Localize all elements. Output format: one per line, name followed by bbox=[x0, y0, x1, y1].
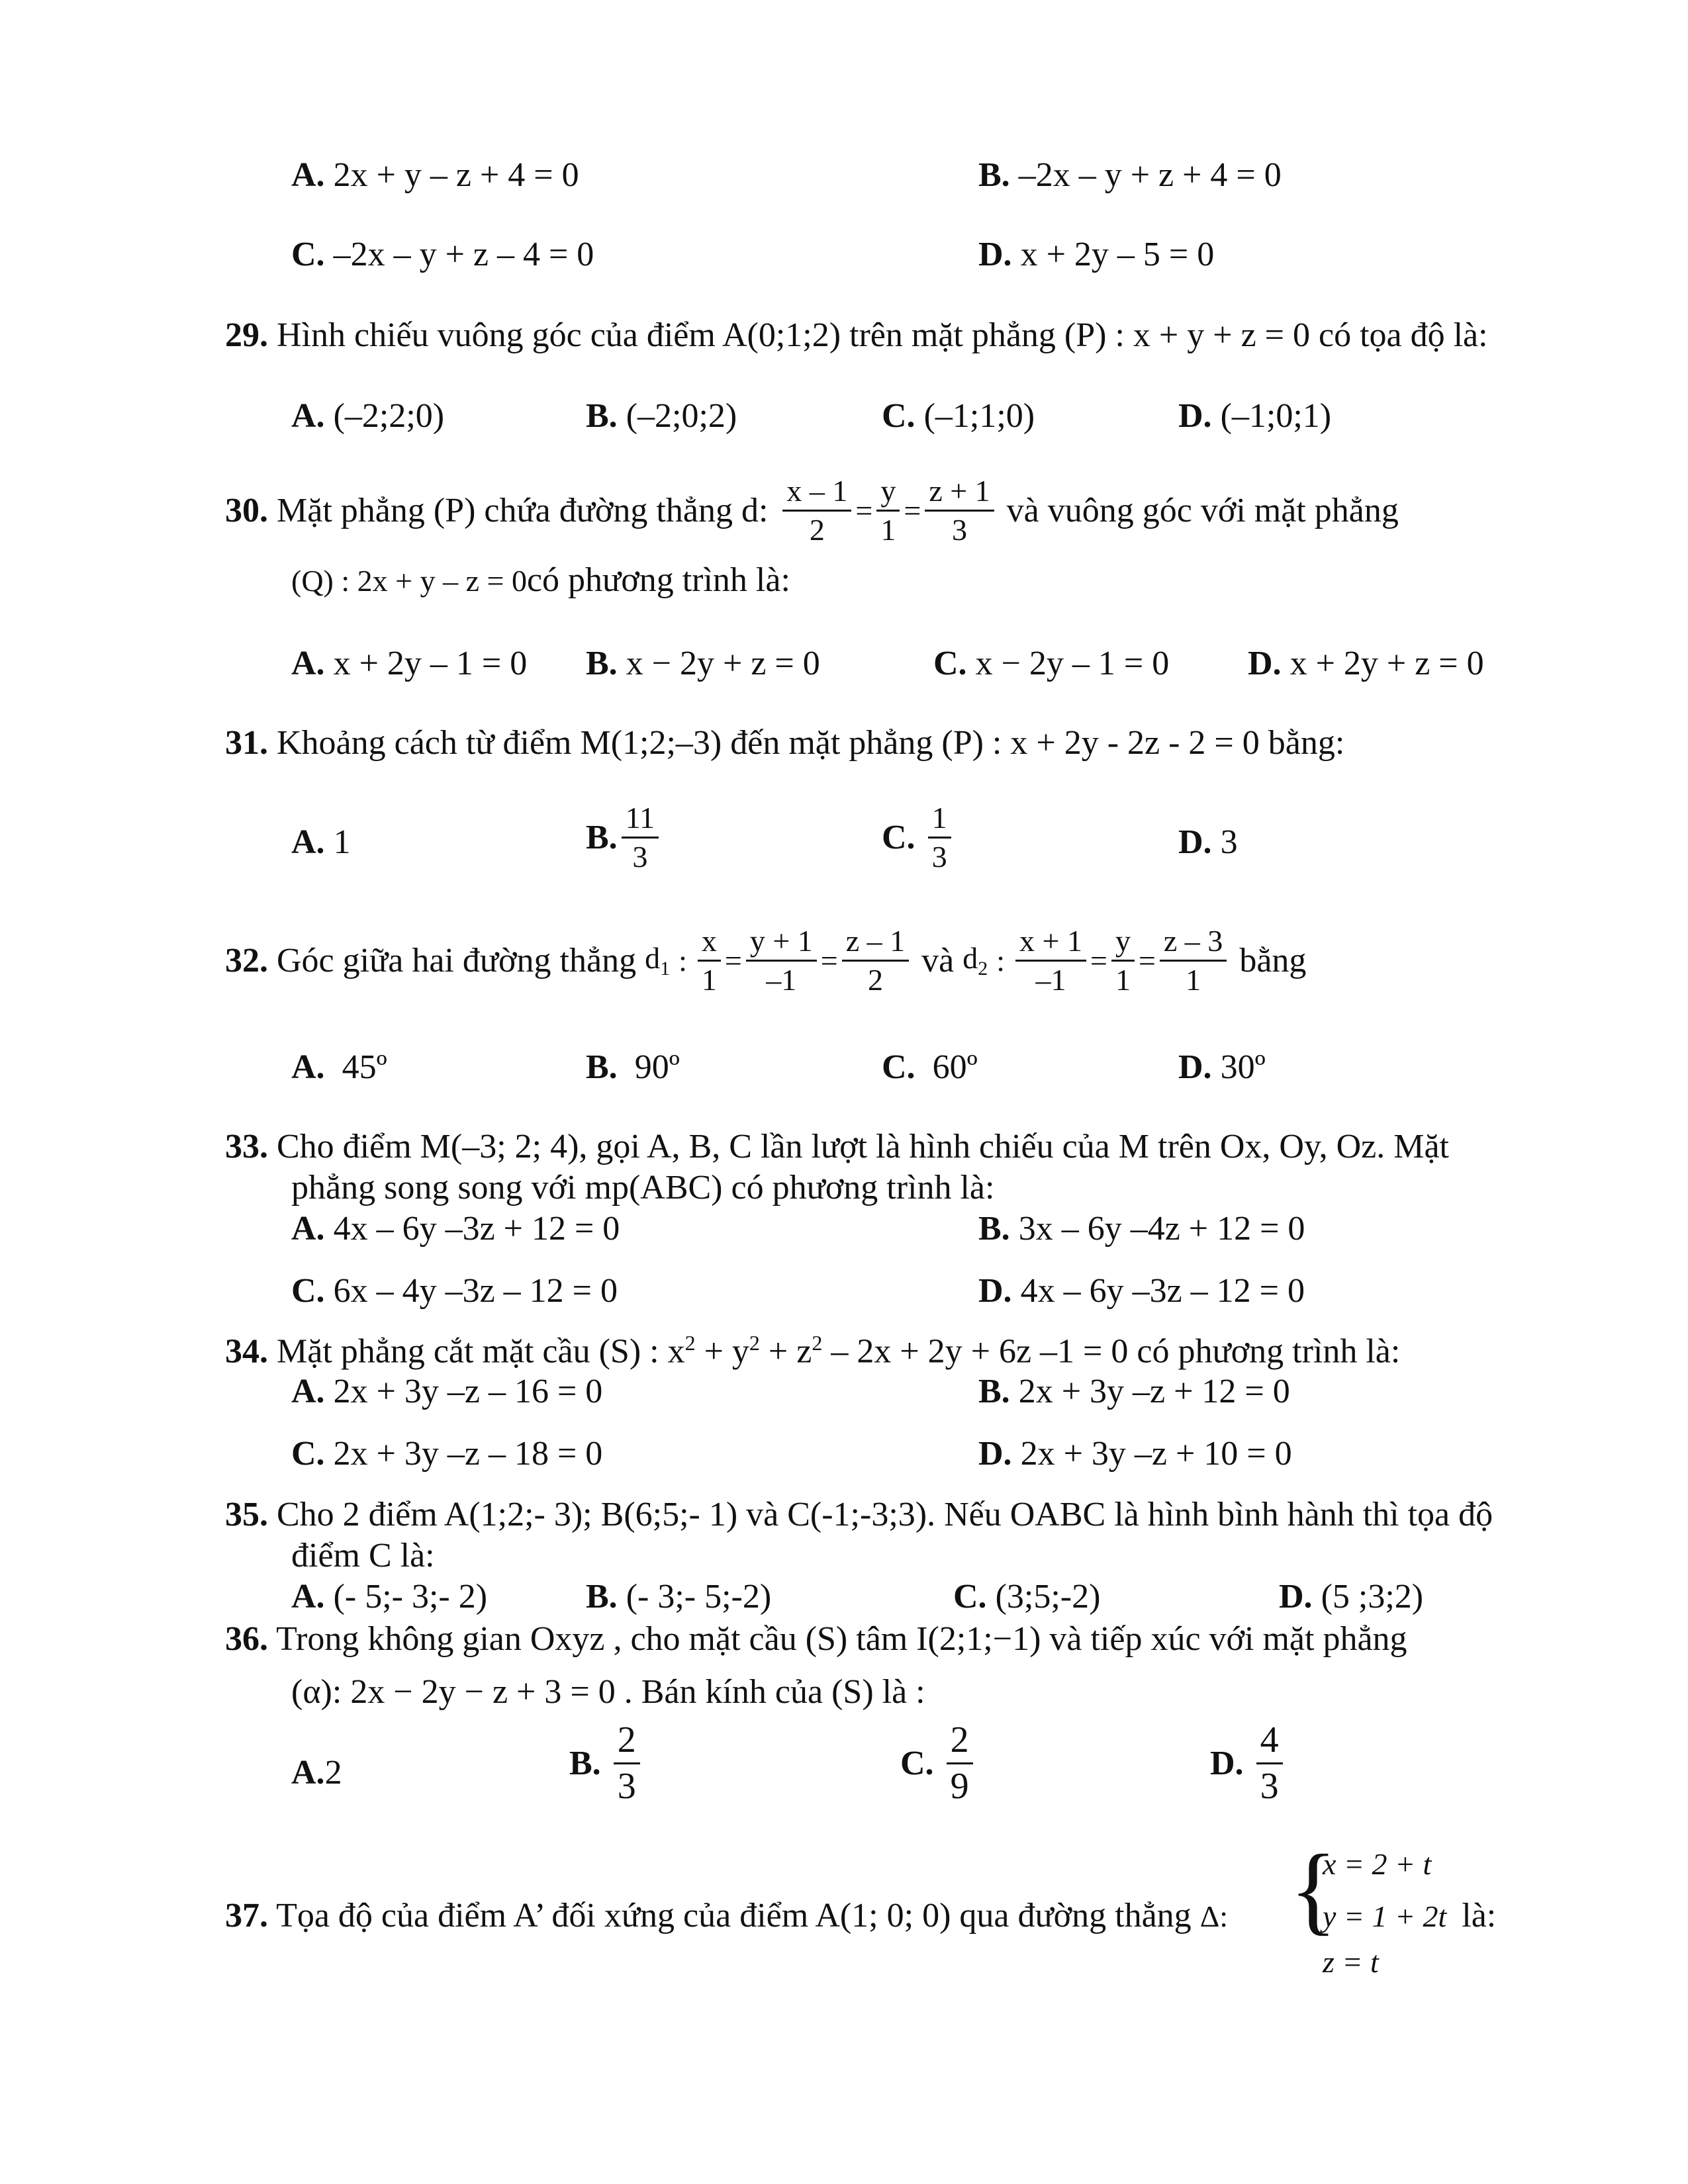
q35-option-d bbox=[1279, 1578, 1423, 1615]
option-text: x − 2y – 1 = 0 bbox=[975, 645, 1170, 682]
q32-option-c bbox=[882, 1048, 978, 1086]
line-name: Δ: bbox=[1199, 1899, 1229, 1933]
option-label: D. bbox=[978, 1272, 1012, 1310]
option-text: 60º bbox=[932, 1048, 978, 1086]
q37-stem bbox=[225, 1897, 1228, 1934]
q33-stem-line2 bbox=[291, 1169, 994, 1206]
numerator: y + 1 bbox=[746, 925, 817, 962]
question-number: 35. bbox=[225, 1496, 268, 1533]
option-text: 4x – 6y –3z + 12 = 0 bbox=[333, 1210, 620, 1248]
numerator: z + 1 bbox=[925, 475, 994, 512]
numerator: 1 bbox=[928, 802, 951, 839]
option-label: A. bbox=[291, 823, 325, 861]
option-label: D. bbox=[1279, 1578, 1313, 1615]
option-text: 2x + 3y –z – 18 = 0 bbox=[333, 1435, 603, 1473]
question-text: Cho 2 điểm A(1;2;- 3); B(6;5;- 1) và C(-1;-3;3). Nếu OABC là hình bình hành thì tọa độ bbox=[277, 1496, 1493, 1533]
fraction bbox=[746, 925, 817, 997]
option-label: A. bbox=[291, 1048, 325, 1086]
numerator: 2 bbox=[614, 1721, 640, 1764]
q35-option-b bbox=[586, 1578, 771, 1615]
q32-option-b bbox=[586, 1048, 680, 1086]
numerator: 4 bbox=[1256, 1721, 1283, 1764]
option-label: C. bbox=[291, 236, 325, 273]
denominator: 3 bbox=[1260, 1765, 1279, 1807]
numerator: z – 3 bbox=[1160, 925, 1227, 962]
q30-option-b bbox=[586, 645, 820, 682]
q35-stem bbox=[225, 1496, 1493, 1533]
option-label: B. bbox=[978, 1373, 1010, 1410]
fraction bbox=[614, 1721, 640, 1806]
question-text: điểm C là: bbox=[291, 1537, 435, 1574]
fraction bbox=[1015, 925, 1086, 997]
question-text: + z bbox=[759, 1332, 812, 1371]
question-number: 37. bbox=[225, 1897, 268, 1934]
line-name bbox=[645, 942, 670, 979]
q30-option-d bbox=[1248, 645, 1484, 682]
fraction bbox=[876, 475, 900, 547]
numerator: y bbox=[876, 475, 900, 512]
q31-option-c bbox=[882, 802, 955, 874]
fraction bbox=[925, 475, 994, 547]
q31-option-a bbox=[291, 823, 351, 861]
q28-option-a bbox=[291, 156, 579, 194]
denominator: 3 bbox=[931, 840, 947, 874]
question-text: Cho điểm M(–3; 2; 4), gọi A, B, C lần lượt là hình chiếu của M trên Ox, Oy, Oz. Mặt bbox=[277, 1128, 1449, 1165]
numerator: 11 bbox=[622, 802, 659, 839]
question-number: 32. bbox=[225, 942, 268, 980]
q30-stem-line2 bbox=[291, 561, 790, 599]
question-number: 33. bbox=[225, 1128, 268, 1165]
system-equation-2 bbox=[1323, 1897, 1496, 1934]
option-text: (–2;0;2) bbox=[626, 397, 737, 435]
question-text: Trong không gian Oxyz , cho mặt cầu (S) tâm I(2;1;−1) và tiếp xúc với mặt phẳng bbox=[276, 1620, 1407, 1658]
q31-stem bbox=[225, 724, 1344, 762]
option-text: 2x + 3y –z – 16 = 0 bbox=[333, 1373, 603, 1410]
option-label: C. bbox=[900, 1744, 934, 1782]
exponent: 2 bbox=[684, 1331, 696, 1355]
equals-sign: = bbox=[1138, 943, 1156, 978]
question-text: Khoảng cách từ điểm M(1;2;–3) đến mặt phẳng (P) : x + 2y - 2z - 2 = 0 bằng: bbox=[277, 724, 1345, 762]
option-text: (–2;2;0) bbox=[333, 397, 445, 435]
question-number: 30. bbox=[225, 492, 268, 530]
exponent: 2 bbox=[749, 1331, 760, 1355]
option-label: C. bbox=[882, 1048, 915, 1086]
conjunction: và bbox=[921, 942, 955, 980]
q35-option-c bbox=[953, 1578, 1100, 1615]
q33-option-d bbox=[978, 1272, 1305, 1310]
fraction bbox=[947, 1721, 973, 1806]
colon: : bbox=[679, 943, 687, 978]
numerator: 2 bbox=[947, 1721, 973, 1764]
option-text: 30º bbox=[1220, 1048, 1266, 1086]
q29-option-b bbox=[586, 397, 737, 435]
denominator: 3 bbox=[632, 840, 648, 874]
q29-stem bbox=[225, 316, 1488, 354]
option-label: C. bbox=[933, 645, 967, 682]
question-text: và vuông góc với mặt phẳng bbox=[1006, 492, 1399, 530]
denominator: 1 bbox=[880, 513, 896, 547]
fraction bbox=[928, 802, 951, 874]
colon: : bbox=[996, 943, 1006, 978]
q34-option-c bbox=[291, 1435, 602, 1473]
option-text: (3;5;-2) bbox=[995, 1578, 1101, 1615]
equation-text: x = 2 + t bbox=[1323, 1847, 1432, 1881]
option-text: 4x – 6y –3z – 12 = 0 bbox=[1020, 1272, 1305, 1310]
q32-option-d bbox=[1178, 1048, 1266, 1086]
q36-option-a bbox=[291, 1754, 342, 1792]
option-label: D. bbox=[1178, 823, 1212, 861]
q36-option-c bbox=[900, 1721, 977, 1806]
q28-option-c bbox=[291, 236, 594, 273]
q29-option-d bbox=[1178, 397, 1331, 435]
fraction bbox=[1256, 1721, 1283, 1806]
exponent: 2 bbox=[812, 1331, 823, 1355]
q34-option-b bbox=[978, 1373, 1290, 1410]
fraction bbox=[842, 925, 909, 997]
option-text: (–1;0;1) bbox=[1220, 397, 1332, 435]
question-number: 31. bbox=[225, 724, 268, 762]
option-label: B. bbox=[586, 397, 618, 435]
option-label: A. bbox=[291, 1754, 325, 1792]
option-label: C. bbox=[882, 397, 915, 435]
option-text: x + 2y + z = 0 bbox=[1289, 645, 1484, 682]
q34-stem bbox=[225, 1332, 1400, 1371]
option-label: D. bbox=[978, 1435, 1012, 1473]
q29-option-a bbox=[291, 397, 444, 435]
system-brace: { bbox=[1289, 1835, 1337, 1944]
option-text: 2x + y – z + 4 = 0 bbox=[333, 156, 579, 194]
option-label: A. bbox=[291, 397, 325, 435]
question-number: 34. bbox=[225, 1332, 268, 1371]
question-text: Hình chiếu vuông góc của điểm A(0;1;2) trên mặt phẳng (P) : x + y + z = 0 có tọa độ là: bbox=[277, 316, 1488, 354]
equals-sign: = bbox=[1090, 943, 1107, 978]
option-label: B. bbox=[586, 645, 618, 682]
q32-option-a bbox=[291, 1048, 387, 1086]
option-label: A. bbox=[291, 645, 325, 682]
plane-equation: (Q) : 2x + y – z = 0 bbox=[291, 564, 527, 598]
denominator: 2 bbox=[809, 513, 825, 547]
question-text: là: bbox=[1462, 1897, 1497, 1934]
denominator: 9 bbox=[950, 1765, 969, 1807]
question-text: Mặt phẳng (P) chứa đường thẳng d: bbox=[277, 492, 769, 530]
denominator: 3 bbox=[951, 513, 967, 547]
denominator: –1 bbox=[1035, 963, 1066, 997]
option-label: A. bbox=[291, 1373, 325, 1410]
equals-sign: = bbox=[820, 943, 838, 978]
option-label: D. bbox=[1210, 1744, 1244, 1782]
option-label: A. bbox=[291, 1210, 325, 1248]
question-number: 29. bbox=[225, 316, 268, 354]
q28-option-d bbox=[978, 236, 1214, 273]
equation-text: y = 1 + 2t bbox=[1323, 1899, 1447, 1933]
q36-option-b bbox=[569, 1721, 644, 1806]
denominator: 1 bbox=[1186, 963, 1201, 997]
q32-stem bbox=[225, 925, 1306, 997]
system-equation-3 bbox=[1323, 1946, 1379, 1979]
denominator: –1 bbox=[766, 963, 797, 997]
question-text: có phương trình là: bbox=[526, 561, 790, 599]
fraction bbox=[1111, 925, 1135, 997]
q28-option-b bbox=[978, 156, 1282, 194]
question-text: phẳng song song với mp(ABC) có phương trình là: bbox=[291, 1169, 995, 1206]
line-letter: d bbox=[645, 941, 661, 976]
numerator: z – 1 bbox=[842, 925, 909, 962]
fraction bbox=[1160, 925, 1227, 997]
option-text: 6x – 4y –3z – 12 = 0 bbox=[333, 1272, 618, 1310]
option-label: B. bbox=[586, 1048, 618, 1086]
numerator: x + 1 bbox=[1015, 925, 1086, 962]
denominator: 1 bbox=[1115, 963, 1131, 997]
q30-option-c bbox=[933, 645, 1169, 682]
question-text: bằng bbox=[1239, 942, 1307, 980]
line-subscript: 1 bbox=[660, 958, 671, 980]
denominator: 1 bbox=[701, 963, 717, 997]
option-label: B. bbox=[978, 156, 1010, 194]
option-label: B. bbox=[586, 1578, 618, 1615]
q34-option-a bbox=[291, 1373, 602, 1410]
option-label: C. bbox=[953, 1578, 987, 1615]
option-label: D. bbox=[1178, 1048, 1212, 1086]
option-label: B. bbox=[569, 1744, 601, 1782]
option-text: –2x – y + z – 4 = 0 bbox=[333, 236, 594, 273]
q33-option-b bbox=[978, 1210, 1305, 1248]
equals-sign: = bbox=[724, 943, 742, 978]
option-text: 45º bbox=[342, 1048, 387, 1086]
question-text: Tọa độ của điểm A’ đối xứng của điểm A(1; 0; 0) qua đường thẳng bbox=[276, 1897, 1192, 1934]
question-text: (α): 2x − 2y − z + 3 = 0 . Bán kính của (S) là : bbox=[291, 1673, 925, 1711]
line-letter: d bbox=[962, 941, 978, 976]
q33-stem bbox=[225, 1128, 1449, 1165]
fraction bbox=[782, 475, 851, 547]
option-text: (- 3;- 5;-2) bbox=[626, 1578, 772, 1615]
option-text: (- 5;- 3;- 2) bbox=[333, 1578, 488, 1615]
q33-option-a bbox=[291, 1210, 620, 1248]
q36-option-d bbox=[1210, 1721, 1287, 1806]
line-subscript: 2 bbox=[978, 958, 988, 980]
q33-option-c bbox=[291, 1272, 618, 1310]
equals-sign: = bbox=[855, 493, 873, 527]
question-text: Góc giữa hai đường thẳng bbox=[277, 942, 637, 980]
option-label: A. bbox=[291, 1578, 325, 1615]
fraction bbox=[622, 802, 659, 874]
denominator: 2 bbox=[867, 963, 883, 997]
question-text: – 2x + 2y + 6z –1 = 0 có phương trình là: bbox=[822, 1332, 1401, 1371]
q35-option-a bbox=[291, 1578, 487, 1615]
option-label: D. bbox=[1248, 645, 1282, 682]
denominator: 3 bbox=[617, 1765, 636, 1807]
option-label: B. bbox=[586, 819, 618, 857]
option-text: –2x – y + z + 4 = 0 bbox=[1018, 156, 1282, 194]
q36-stem-line2 bbox=[291, 1673, 925, 1711]
option-label: D. bbox=[978, 236, 1012, 273]
system-equation-1 bbox=[1323, 1848, 1431, 1882]
fraction bbox=[698, 925, 721, 997]
option-text: 3x – 6y –4z + 12 = 0 bbox=[1018, 1210, 1305, 1248]
option-text: x − 2y + z = 0 bbox=[626, 645, 820, 682]
option-label: C. bbox=[882, 819, 915, 857]
option-text: 2x + 3y –z + 12 = 0 bbox=[1018, 1373, 1290, 1410]
option-label: D. bbox=[1178, 397, 1212, 435]
q31-option-b bbox=[586, 802, 663, 874]
question-text: + y bbox=[695, 1332, 749, 1371]
option-text: (5 ;3;2) bbox=[1321, 1578, 1424, 1615]
option-text: 1 bbox=[333, 823, 351, 861]
numerator: y bbox=[1111, 925, 1135, 962]
option-label: C. bbox=[291, 1272, 325, 1310]
equals-sign: = bbox=[904, 493, 921, 527]
option-text: (–1;1;0) bbox=[923, 397, 1035, 435]
numerator: x – 1 bbox=[782, 475, 851, 512]
option-text: 2 bbox=[324, 1754, 342, 1792]
option-label: C. bbox=[291, 1435, 325, 1473]
option-label: A. bbox=[291, 156, 325, 194]
line-name bbox=[962, 942, 988, 979]
equation-text: z = t bbox=[1323, 1945, 1379, 1979]
q30-stem bbox=[225, 475, 1399, 547]
q29-option-c bbox=[882, 397, 1035, 435]
option-text: 90º bbox=[634, 1048, 680, 1086]
option-text: x + 2y – 5 = 0 bbox=[1020, 236, 1215, 273]
question-number: 36. bbox=[225, 1620, 268, 1658]
q35-stem-line2 bbox=[291, 1537, 435, 1574]
option-text: 2x + 3y –z + 10 = 0 bbox=[1020, 1435, 1292, 1473]
q30-option-a bbox=[291, 645, 527, 682]
q36-stem bbox=[225, 1620, 1407, 1658]
q31-option-d bbox=[1178, 823, 1238, 861]
option-text: 3 bbox=[1220, 823, 1238, 861]
option-text: x + 2y – 1 = 0 bbox=[333, 645, 528, 682]
option-label: B. bbox=[978, 1210, 1010, 1248]
q34-option-d bbox=[978, 1435, 1292, 1473]
numerator: x bbox=[698, 925, 721, 962]
question-text: Mặt phẳng cắt mặt cầu (S) : x bbox=[277, 1332, 685, 1371]
